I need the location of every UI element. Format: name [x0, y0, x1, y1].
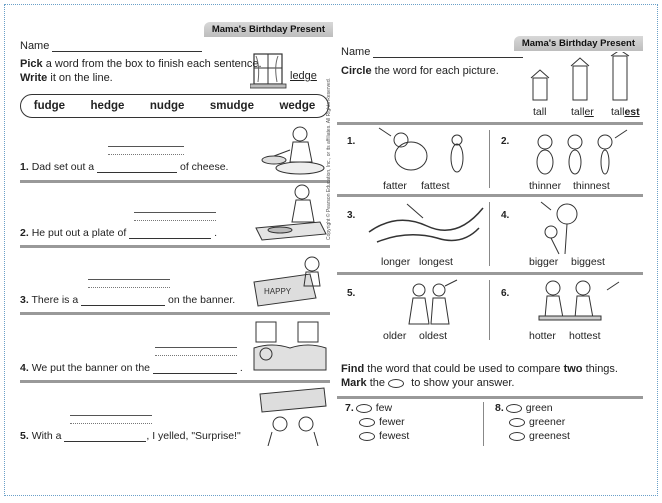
word-fudge: fudge	[33, 100, 66, 112]
left-instructions	[20, 57, 262, 85]
window-ledge-picture	[250, 52, 290, 90]
sentence-text: .	[239, 362, 243, 374]
option-label: few	[375, 402, 393, 414]
answer-oval[interactable]	[509, 432, 525, 441]
separator	[20, 245, 330, 248]
option-fatter[interactable]: fatter	[383, 180, 407, 192]
option-hottest[interactable]: hottest	[569, 330, 601, 342]
item-number: 1.	[347, 136, 356, 147]
option-bigger[interactable]: bigger	[529, 256, 559, 268]
guide-dotted	[134, 220, 216, 221]
example-tallest-base: tall	[611, 106, 625, 118]
q8-option-greener[interactable]	[509, 416, 565, 428]
example-word-ledge: ledge	[290, 70, 317, 82]
instr-text: to show your answer.	[408, 377, 515, 389]
option-label: greener	[529, 416, 566, 428]
pick-word: Pick	[20, 58, 43, 70]
item-number: 5.	[347, 288, 356, 299]
answer-oval[interactable]	[509, 418, 525, 427]
item-number: 4.	[501, 210, 510, 221]
children-bench-picture	[535, 276, 621, 332]
separator	[337, 396, 643, 399]
ribbons-picture	[367, 202, 485, 252]
dad-cheese-picture	[260, 122, 330, 177]
sentence-text: , I yelled, "Surprise!"	[146, 430, 241, 442]
answer-oval[interactable]	[359, 418, 375, 427]
sentence-text: He put out a plate of	[31, 227, 127, 239]
option-label: greenest	[529, 430, 570, 442]
svg-text:HAPPY: HAPPY	[264, 287, 292, 296]
option-biggest[interactable]: biggest	[571, 256, 605, 268]
sentence-text: We put the banner on the	[31, 362, 150, 374]
plate-of-fudge-picture	[250, 182, 330, 244]
question-number: 8.	[495, 402, 504, 414]
sentence-text: .	[214, 227, 218, 239]
left-name-row	[20, 40, 202, 52]
column-divider	[489, 130, 490, 188]
answer-blank-4[interactable]	[153, 363, 237, 374]
two-word: two	[563, 363, 583, 375]
example-taller-base: tall	[571, 106, 585, 118]
left-name-line[interactable]	[52, 41, 202, 52]
monkeys-picture	[529, 126, 629, 182]
instr-text: the word for each picture.	[371, 65, 499, 77]
word-wedge: wedge	[279, 100, 316, 112]
sentence-3	[20, 294, 235, 306]
q7-option-few[interactable]	[345, 402, 392, 414]
guide-line	[70, 415, 152, 416]
mark-word: Mark	[341, 377, 367, 389]
column-divider	[483, 402, 484, 446]
left-worksheet	[20, 22, 333, 462]
option-label: fewest	[379, 430, 410, 442]
guide-line	[155, 347, 237, 348]
word-smudge: smudge	[209, 100, 254, 112]
answer-blank-2[interactable]	[129, 228, 211, 239]
instr-text: the word that could be used to compare	[364, 363, 564, 375]
guide-dotted	[155, 355, 237, 356]
separator	[337, 194, 643, 197]
option-thinnest[interactable]: thinnest	[573, 180, 610, 192]
answer-blank-1[interactable]	[97, 162, 177, 173]
sentence-number: 2.	[20, 227, 29, 239]
instr-text-1: a word from the box to finish each sentence.	[42, 58, 262, 70]
option-thinner[interactable]: thinner	[529, 180, 562, 192]
separator	[337, 122, 643, 125]
hedge-banner-picture	[252, 318, 328, 376]
word-hedge: hedge	[90, 100, 125, 112]
guide-line	[108, 146, 184, 147]
banner-picture	[250, 252, 330, 308]
circle-word: Circle	[341, 65, 372, 77]
sentence-number: 4.	[20, 362, 29, 374]
option-oldest[interactable]: oldest	[419, 330, 448, 342]
oval-symbol	[388, 379, 404, 388]
option-label: green	[525, 402, 553, 414]
option-older[interactable]: older	[383, 330, 407, 342]
word-nudge: nudge	[149, 100, 185, 112]
q8-option-green[interactable]	[495, 402, 553, 414]
column-divider	[489, 280, 490, 340]
example-tallest-suffix: est	[624, 106, 640, 118]
example-taller-suffix: er	[584, 106, 594, 118]
guide-line	[88, 279, 170, 280]
answer-oval[interactable]	[356, 404, 372, 413]
option-longer[interactable]: longer	[381, 256, 411, 268]
sentence-text: There is a	[31, 294, 79, 306]
cats-picture	[377, 126, 477, 182]
sentence-text: Dad set out a	[31, 161, 95, 173]
answer-oval[interactable]	[359, 432, 375, 441]
q8-option-greenest[interactable]	[509, 430, 570, 442]
right-name-row	[341, 46, 523, 58]
separator	[337, 272, 643, 275]
sentence-text: on the banner.	[168, 294, 236, 306]
item-number: 3.	[347, 210, 356, 221]
left-title: Mama's Birthday Present	[204, 22, 333, 37]
compare-instructions	[341, 362, 618, 390]
option-fattest[interactable]: fattest	[421, 180, 450, 192]
guide-line	[134, 212, 216, 213]
tall-buildings-picture	[527, 52, 637, 104]
right-name-label: Name	[341, 46, 371, 58]
sentence-1	[20, 161, 228, 173]
item-number: 2.	[501, 136, 510, 147]
answer-blank-5[interactable]	[64, 431, 146, 442]
sentence-number: 1.	[20, 161, 29, 173]
question-number: 7.	[345, 402, 354, 414]
item-number: 6.	[501, 288, 510, 299]
answer-oval[interactable]	[506, 404, 522, 413]
answer-blank-3[interactable]	[81, 295, 165, 306]
left-name-label: Name	[20, 40, 50, 52]
guide-dotted	[108, 154, 184, 155]
right-title: Mama's Birthday Present	[514, 36, 643, 51]
option-longest[interactable]: longest	[419, 256, 453, 268]
option-label: fewer	[379, 416, 405, 428]
sentence-number: 5.	[20, 430, 29, 442]
sentence-text: With a	[31, 430, 62, 442]
right-instructions	[341, 64, 499, 78]
option-hotter[interactable]: hotter	[529, 330, 556, 342]
sentence-text: of cheese.	[180, 161, 229, 173]
right-worksheet	[337, 22, 643, 462]
sentence-number: 3.	[20, 294, 29, 306]
grandparents-picture	[393, 278, 463, 330]
guide-dotted	[88, 287, 170, 288]
write-word: Write	[20, 72, 48, 84]
instr-text: the	[366, 377, 389, 389]
separator	[20, 312, 330, 315]
q7-option-fewest[interactable]	[359, 430, 409, 442]
separator	[20, 380, 330, 383]
right-name-line[interactable]	[373, 47, 523, 58]
word-box	[20, 94, 329, 118]
sentence-4	[20, 362, 243, 374]
find-word: Find	[341, 363, 365, 375]
copyright-note: Copyright © Pearson Education, Inc., or its affiliates. All Rights Reserved.	[326, 77, 332, 240]
column-divider	[489, 202, 490, 266]
surprise-picture	[258, 384, 328, 446]
q7-option-fewer[interactable]	[359, 416, 405, 428]
guide-dotted	[70, 423, 152, 424]
sentence-2	[20, 227, 217, 239]
example-tallest	[611, 106, 640, 118]
sentence-5	[20, 430, 241, 442]
flowers-picture	[537, 200, 607, 256]
instr-text-2: it on the line.	[47, 72, 113, 84]
example-tall: tall	[533, 106, 547, 118]
example-taller	[571, 106, 594, 118]
instr-text: things.	[582, 363, 618, 375]
